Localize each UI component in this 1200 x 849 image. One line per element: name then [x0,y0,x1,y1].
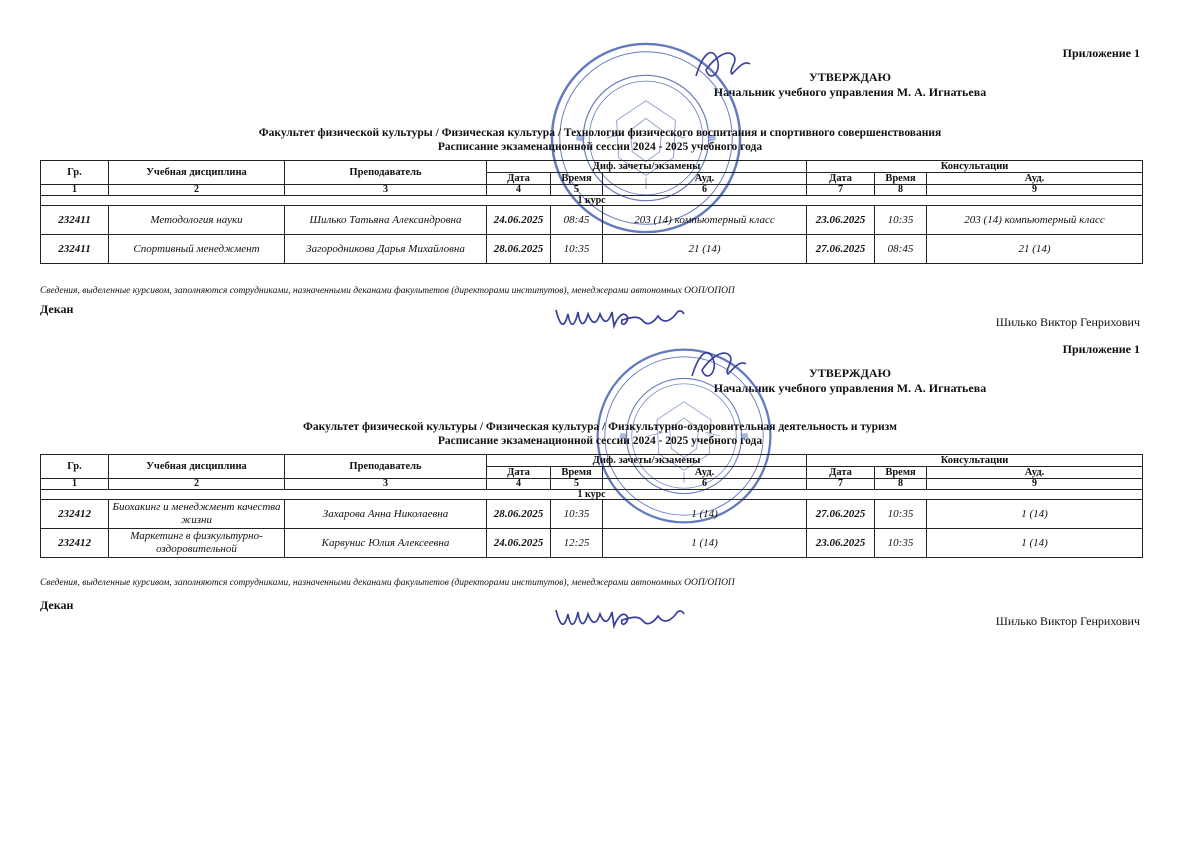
exam-date-cell: 24.06.2025 [487,206,551,235]
column-number: 5 [551,185,603,196]
signature-icon [688,40,758,90]
exam-time-cell: 12:25 [551,529,603,558]
exam-room-cell: 21 (14) [603,235,807,264]
exam-time-cell: 08:45 [551,206,603,235]
column-number: 8 [875,185,927,196]
exam-date-cell: 28.06.2025 [487,235,551,264]
cons-date-cell: 23.06.2025 [807,206,875,235]
schedule-title: Расписание экзаменационной сессии 2024 - 2025 учебного года [437,435,763,447]
column-number: 9 [927,479,1143,490]
dean-label: Декан [40,598,74,612]
cons-date-cell: 27.06.2025 [807,500,875,529]
discipline-cell: Маркетинг в физкультурно-оздоровительной [109,529,285,558]
table-row [41,235,1143,264]
discipline-cell: Методология науки [109,206,285,235]
cons-date-cell: 23.06.2025 [807,529,875,558]
cons-room-cell: 1 (14) [927,529,1143,558]
faculty-header [0,126,1200,154]
exam-schedule-table [40,454,1143,558]
column-number: 3 [285,479,487,490]
col-consultations-header: Консультации [807,455,1143,467]
cons-room-cell: 1 (14) [927,500,1143,529]
footnote: Сведения, выделенные курсивом, заполняются сотрудниками, назначенными деканами факультетов (директорами институтов), менеджерами автономных ООП/ОПОП [40,578,735,588]
schedule-title: Расписание экзаменационной сессии 2024 - 2025 учебного года [437,141,763,153]
column-number: 9 [927,185,1143,196]
cons-room-cell: 203 (14) компьютерный класс [927,206,1143,235]
column-number: 1 [41,185,109,196]
teacher-cell: Шилько Татьяна Александровна [285,206,487,235]
discipline-cell: Биохакинг и менеджмент качества жизни [109,500,285,529]
course-row [41,196,1143,206]
table-row [41,500,1143,529]
approve-person: Начальник учебного управления М. А. Игнатьева [713,85,987,99]
cons-time-cell: 10:35 [875,529,927,558]
exam-date-cell: 28.06.2025 [487,500,551,529]
col-group-header: Гр. [41,161,109,185]
cons-time-cell: 10:35 [875,206,927,235]
col-cons-time-header: Время [875,467,927,479]
column-number: 5 [551,479,603,490]
column-number: 1 [41,479,109,490]
approve-person: Начальник учебного управления М. А. Игнатьева [713,381,987,395]
exam-time-cell: 10:35 [551,500,603,529]
teacher-cell: Карвунис Юлия Алексеевна [285,529,487,558]
approve-title: УТВЕРЖДАЮ [808,70,892,84]
column-number: 6 [603,185,807,196]
column-numbers-row [41,479,1143,490]
group-cell: 232411 [41,235,109,264]
course-label: 1 курс [41,196,1143,206]
exam-room-cell: 1 (14) [603,500,807,529]
faculty-title: Факультет физической культуры / Физическая культура / Физкультурно-оздоровительная деятельность и туризм [303,421,897,433]
faculty-header [0,420,1200,448]
exam-schedule-table [40,160,1143,264]
cons-date-cell: 27.06.2025 [807,235,875,264]
column-number: 4 [487,479,551,490]
col-cons-date-header: Дата [807,467,875,479]
column-number: 3 [285,185,487,196]
col-exams-header: Диф. зачеты/экзамены [487,455,807,467]
col-exam-room-header: Ауд. [603,467,807,479]
appendix-label: Приложение 1 [1062,342,1140,356]
column-number: 2 [109,479,285,490]
schedule-document-2 [0,296,1200,628]
col-cons-date-header: Дата [807,173,875,185]
approve-title: УТВЕРЖДАЮ [808,366,892,380]
col-cons-room-header: Ауд. [927,173,1143,185]
col-exam-time-header: Время [551,173,603,185]
col-teacher-header: Преподаватель [285,161,487,185]
cons-room-cell: 21 (14) [927,235,1143,264]
col-exam-date-header: Дата [487,173,551,185]
col-consultations-header: Консультации [807,161,1143,173]
course-row [41,490,1143,500]
column-number: 8 [875,479,927,490]
table-row [41,529,1143,558]
col-exam-room-header: Ауд. [603,173,807,185]
footnote: Сведения, выделенные курсивом, заполняются сотрудниками, назначенными деканами факультетов (директорами институтов), менеджерами автономных ООП/ОПОП [40,286,735,296]
column-number: 2 [109,185,285,196]
dean-label: Декан [40,302,74,316]
col-cons-room-header: Ауд. [927,467,1143,479]
schedule-document-1 [0,0,1200,329]
discipline-cell: Спортивный менеджмент [109,235,285,264]
column-number: 6 [603,479,807,490]
course-label: 1 курс [41,490,1143,500]
column-numbers-row [41,185,1143,196]
group-cell: 232412 [41,529,109,558]
faculty-title: Факультет физической культуры / Физическая культура / Технологии физического воспитания и спортивного совершенствования [258,127,942,139]
signature-icon [684,340,754,390]
teacher-cell: Загородникова Дарья Михайловна [285,235,487,264]
group-cell: 232412 [41,500,109,529]
column-number: 4 [487,185,551,196]
column-number: 7 [807,479,875,490]
col-group-header: Гр. [41,455,109,479]
cons-time-cell: 10:35 [875,500,927,529]
group-cell: 232411 [41,206,109,235]
col-exam-date-header: Дата [487,467,551,479]
dean-name: Шилько Виктор Генрихович [995,315,1140,329]
teacher-cell: Захарова Анна Николаевна [285,500,487,529]
column-number: 7 [807,185,875,196]
col-teacher-header: Преподаватель [285,455,487,479]
table-row [41,206,1143,235]
exam-date-cell: 24.06.2025 [487,529,551,558]
signature-icon [550,596,690,636]
exam-time-cell: 10:35 [551,235,603,264]
col-exams-header: Диф. зачеты/экзамены [487,161,807,173]
col-exam-time-header: Время [551,467,603,479]
exam-room-cell: 203 (14) компьютерный класс [603,206,807,235]
exam-room-cell: 1 (14) [603,529,807,558]
col-cons-time-header: Время [875,173,927,185]
cons-time-cell: 08:45 [875,235,927,264]
col-discipline-header: Учебная дисциплина [109,455,285,479]
dean-name: Шилько Виктор Генрихович [995,614,1140,628]
col-discipline-header: Учебная дисциплина [109,161,285,185]
appendix-label: Приложение 1 [1062,46,1140,60]
